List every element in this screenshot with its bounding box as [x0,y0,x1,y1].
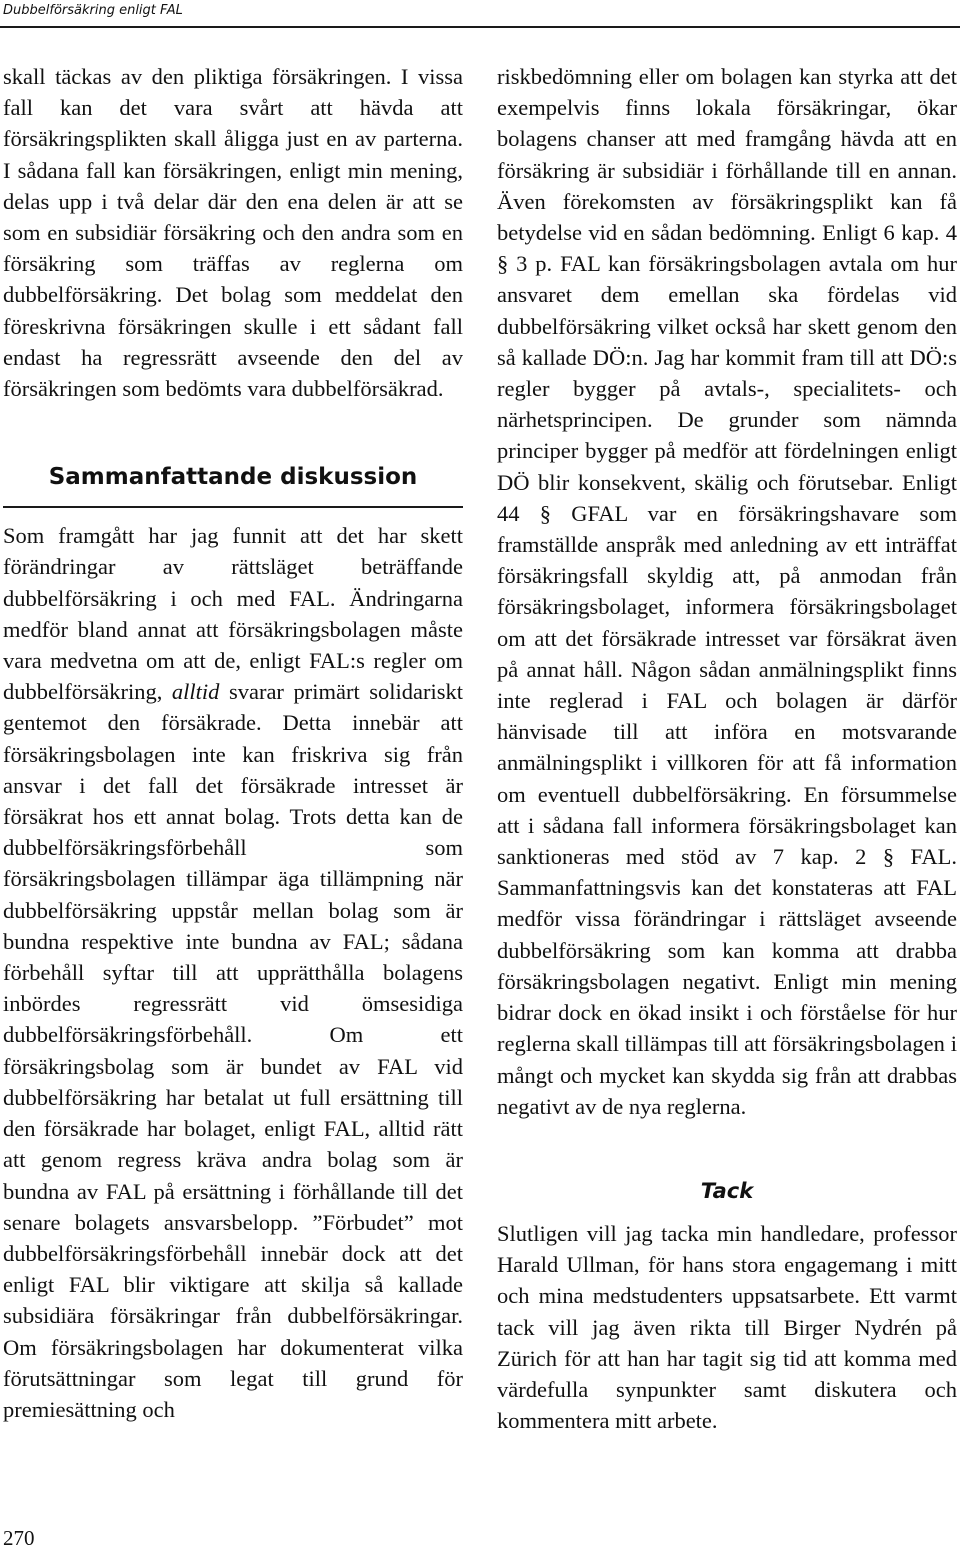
paragraph-2-text-after: svarar primärt solidariskt gentemot den försäkrade. Detta innebär att försäkringsbolagen inte kan friskriva sig från ansvar i det fall det försäkrade intresset är försäkrat hos ett annat bolag. Trots detta kan de dubbelförsäkringsförbehåll som försäkringsbolagen tillämpar äga tillämpning när dubbelförsäkring uppstår mellan bolag som är bundna respektive inte bundna av FAL; sådana förbehåll syftar till att upprätthålla bolagens inbördes regressrätt vid ömsesidiga dubbelförsäkringsförbehåll. Om ett försäkringsbolag som är bundet av FAL vid dubbelförsäkring har betalat ut full ersättning till den försäkrade har bolaget, enligt FAL, alltid rätt att genom regress kräva andra bolag som är bundna av FAL på ersättning i förhållande till det senare bolagets ansvarsbelopp. ”Förbudet” mot dubbelförsäkringsförbehåll innebär dock att det enligt FAL blir viktigare att skilja så kallade subsidiära försäkringar från dubbelförsäkringar. Om försäkringsbolagen har dokumenterat vilka förutsättningar som legat till grund för premiesättning och [3,679,463,1422]
thanks-heading: Tack [700,1178,754,1203]
right-paragraph-1: riskbedömning eller om bolagen kan styrka att det exempelvis finns lokala försäkringar, ökar bolagens chanser att med framgång hävda att en försäkring är subsidiär i förhållande till en annan. Även förekomsten av försäkringsplikt kan få betydelse vid en sådan bedömning. Enligt 6 kap. 4 § 3 p. FAL kan försäkringsbolagen avtala om hur ansvaret dem emellan ska fördelas vid dubbelförsäkring vilket också har skett genom den så kallade DÖ:n. Jag har kommit fram till att DÖ:s regler bygger på avtals-, specialitets- och närhetsprincipen. De grunder som nämnda principer bygger på medför att fördelningen enligt DÖ blir konsekvent, skälig och förutsebar. Enligt 44 § GFAL var en försäkringshavare som framställde anspråk med anledning av ett inträffat försäkringsfall skyldig att, på anmodan från försäkringsbolaget, informera försäkringsbolaget om att det försäkrade intresset var försäkrat även på annat håll. Någon sådan anmälningsplikt finns inte reglerad i FAL och bolagen är därför hänvisade till att införa en motsvarande anmälningsplikt i villkoren för att få information om eventuell dubbelförsäkring. En försummelse att i sådana fall informera försäkringsbolaget kan sanktioneras med stöd av 7 kap. 2 § FAL. Sammanfattningsvis kan det konstateras att FAL medför vissa förändringar i rättsläget avseende dubbelförsäkring som kan komma att drabba försäkringsbolagen negativt. Enligt min mening bidrar dock en ökad insikt i och förståelse för hur reglerna skall tillämpas till att försäkringsbolagen i mångt och mycket kan skydda sig från att drabbas negativt av de nya reglerna. [497,64,957,1119]
left-column [3,61,463,1425]
paragraph-2-text-before: Som framgått har jag funnit att det har skett förändringar av rättsläget beträffande dubbelförsäkring i och med FAL. Ändringarna medför bland annat att försäkringsbolagen måste vara medvetna om att de, enligt FAL:s regler om dubbelförsäkring, [3,523,463,705]
left-paragraph-1: skall täckas av den pliktiga försäkringen. I vissa fall kan det vara svårt att hävda att försäkringsplikten skall åligga just en av parterna. I sådana fall kan försäkringen, enligt min mening, delas upp i två delar där den ena delen är att se som en subsidiär försäkring och den andra som en försäkring som träffas av reglerna om dubbelförsäkring. Det bolag som meddelat den föreskrivna försäkringen skulle i ett sådant fall endast ha regressrätt avseende den del av försäkringen som bedömts vara dubbelförsäkrad. [3,64,463,402]
section-rule [3,506,463,508]
header-rule [0,26,960,28]
left-paragraph-2 [3,520,463,1425]
right-column [497,61,957,1436]
running-header [0,0,960,27]
right-paragraph-2: Slutligen vill jag tacka min handledare, professor Harald Ullman, för hans stora engagemang i mitt och mina medstudenters uppsatsarbete. Ett varmt tack vill jag även rikta till Birger Nydrén på Zürich för att han har tagit sig tid att komma med värdefulla synpunkter samt diskutera och kommentera mitt arbete. [497,1220,957,1434]
page-number: 270 [3,1526,35,1550]
paragraph-2-emphasis: alltid [171,679,220,705]
section-heading: Sammanfattande diskussion [48,464,418,491]
running-title: Dubbelförsäkring enligt FAL [3,3,183,18]
